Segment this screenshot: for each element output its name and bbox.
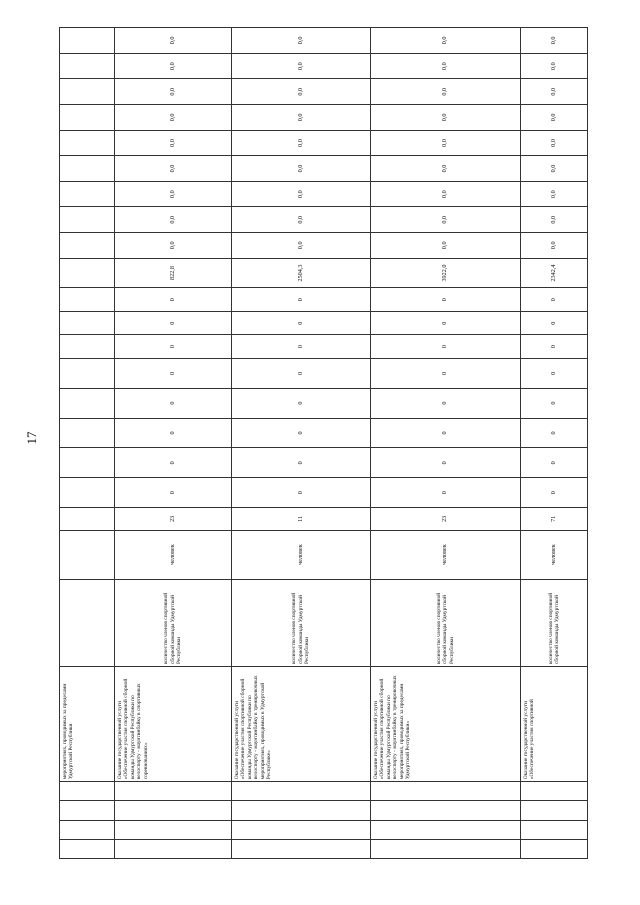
empty-cell	[60, 478, 115, 508]
table-wrapper	[59, 27, 587, 859]
row-description: Оказание государственной услуги «Обеспечение участия спортивной	[521, 667, 588, 782]
row-unit: человек	[232, 530, 371, 579]
row-finance-value: 0,0	[115, 28, 232, 54]
row-description: Оказание государственной услуги «Обеспечение участия спортивной сборной команды Удмуртской Республики по велоспорту - маунтинбайку в спортивных соревнованиях»	[115, 667, 232, 782]
row-count: 71	[521, 508, 588, 530]
row-zero-value: 0	[521, 478, 588, 508]
row-finance-value: 0,0	[115, 105, 232, 131]
empty-cell	[371, 782, 521, 801]
row-zero-value: 0	[232, 335, 371, 358]
row-zero-value: 0	[232, 478, 371, 508]
row-finance-value: 0,0	[115, 207, 232, 233]
row-finance-value: 0,0	[232, 130, 371, 156]
row-finance-value: 0,0	[115, 53, 232, 79]
row-zero-value: 0	[371, 358, 521, 388]
row-indicator: количество членов спортивной сборной команды Удмуртской Республики	[232, 579, 371, 666]
empty-cell	[115, 839, 232, 858]
row-indicator: количество членов спортивной сборной команды Удмуртской Республики	[115, 579, 232, 666]
row-zero-value: 0	[115, 388, 232, 418]
row-indicator: количество членов спортивной сборной команды Удмуртской	[521, 579, 588, 666]
row-zero-value: 0	[371, 478, 521, 508]
empty-cell	[60, 181, 115, 207]
row-zero-value: 0	[115, 478, 232, 508]
row-zero-value: 0	[371, 311, 521, 334]
empty-cell	[115, 782, 232, 801]
empty-cell	[371, 801, 521, 820]
row-zero-value: 0	[115, 335, 232, 358]
empty-cell	[60, 530, 115, 579]
empty-cell	[60, 130, 115, 156]
data-table	[59, 27, 588, 859]
page-number: 17	[24, 431, 39, 445]
empty-cell	[60, 335, 115, 358]
row-zero-value: 0	[232, 288, 371, 311]
row-zero-value: 0	[521, 311, 588, 334]
empty-cell	[60, 79, 115, 105]
row-finance-value: 0,0	[371, 28, 521, 54]
empty-cell	[232, 839, 371, 858]
row-finance-value: 0,0	[371, 207, 521, 233]
row-zero-value: 0	[371, 288, 521, 311]
row-zero-value: 0	[115, 418, 232, 448]
row-top-description: мероприятиях, проводимых за пределами Удмуртской Республики	[60, 667, 115, 782]
empty-cell	[60, 448, 115, 478]
row-zero-value: 0	[371, 388, 521, 418]
row-finance-value: 0,0	[371, 79, 521, 105]
empty-cell	[115, 801, 232, 820]
row-finance-value: 0,0	[115, 130, 232, 156]
table-row	[371, 28, 521, 859]
row-finance-value: 0,0	[521, 130, 588, 156]
row-finance-value: 0,0	[521, 105, 588, 131]
empty-cell	[60, 258, 115, 288]
empty-cell	[115, 820, 232, 839]
row-zero-value: 0	[232, 311, 371, 334]
empty-cell	[60, 288, 115, 311]
row-zero-value: 0	[521, 448, 588, 478]
empty-cell	[232, 801, 371, 820]
empty-cell	[60, 579, 115, 666]
row-finance-value: 0,0	[232, 181, 371, 207]
empty-cell	[60, 388, 115, 418]
row-finance-value: 0,0	[521, 181, 588, 207]
empty-cell	[60, 839, 115, 858]
table-row-top	[60, 28, 115, 859]
row-finance-value: 0,0	[115, 233, 232, 259]
empty-cell	[60, 156, 115, 182]
row-description: Оказание государственной услуги «Обеспечение участия спортивной сборной команды Удмуртской Республики по велоспорту - маунтинбайку в тренировочных мероприятиях, проводимых в Удмуртской Республике»	[232, 667, 371, 782]
row-finance-value: 0,0	[232, 53, 371, 79]
row-zero-value: 0	[521, 358, 588, 388]
row-finance-value: 0,0	[115, 181, 232, 207]
empty-cell	[60, 820, 115, 839]
row-zero-value: 0	[521, 288, 588, 311]
empty-cell	[60, 53, 115, 79]
row-count: 23	[371, 508, 521, 530]
row-unit: человек	[521, 530, 588, 579]
empty-cell	[60, 782, 115, 801]
row-amount: 2504,3	[232, 258, 371, 288]
row-finance-value: 0,0	[371, 233, 521, 259]
empty-cell	[60, 418, 115, 448]
row-finance-value: 0,0	[232, 28, 371, 54]
row-zero-value: 0	[232, 448, 371, 478]
row-amount: 822,8	[115, 258, 232, 288]
empty-cell	[60, 207, 115, 233]
empty-cell	[60, 28, 115, 54]
table-row	[232, 28, 371, 859]
empty-cell	[521, 820, 588, 839]
empty-cell	[60, 233, 115, 259]
row-finance-value: 0,0	[521, 53, 588, 79]
row-finance-value: 0,0	[521, 233, 588, 259]
row-finance-value: 0,0	[115, 79, 232, 105]
row-finance-value: 0,0	[521, 156, 588, 182]
row-zero-value: 0	[115, 358, 232, 388]
empty-cell	[521, 801, 588, 820]
row-description: Оказание государственной услуги «Обеспечение участия спортивной сборной команды Удмуртской Республики по велоспорту - маунтинбайку в тренировочных мероприятиях, проводимых за пределами Удмуртской Республики»	[371, 667, 521, 782]
row-zero-value: 0	[232, 418, 371, 448]
empty-cell	[521, 839, 588, 858]
row-amount: 3922,0	[371, 258, 521, 288]
empty-cell	[60, 801, 115, 820]
row-finance-value: 0,0	[232, 105, 371, 131]
empty-cell	[232, 782, 371, 801]
row-unit: человек	[115, 530, 232, 579]
row-finance-value: 0,0	[232, 233, 371, 259]
empty-cell	[371, 839, 521, 858]
row-finance-value: 0,0	[371, 130, 521, 156]
row-count: 11	[232, 508, 371, 530]
row-zero-value: 0	[521, 335, 588, 358]
row-finance-value: 0,0	[521, 79, 588, 105]
empty-cell	[60, 311, 115, 334]
row-finance-value: 0,0	[232, 79, 371, 105]
row-finance-value: 0,0	[521, 28, 588, 54]
empty-cell	[232, 820, 371, 839]
row-zero-value: 0	[521, 418, 588, 448]
row-amount: 2342,4	[521, 258, 588, 288]
row-finance-value: 0,0	[115, 156, 232, 182]
row-zero-value: 0	[232, 388, 371, 418]
row-zero-value: 0	[371, 448, 521, 478]
empty-cell	[60, 508, 115, 530]
row-finance-value: 0,0	[232, 207, 371, 233]
row-finance-value: 0,0	[521, 207, 588, 233]
empty-cell	[371, 820, 521, 839]
row-unit: человек	[371, 530, 521, 579]
row-finance-value: 0,0	[371, 181, 521, 207]
row-count: 23	[115, 508, 232, 530]
row-zero-value: 0	[115, 311, 232, 334]
row-zero-value: 0	[521, 388, 588, 418]
row-zero-value: 0	[371, 418, 521, 448]
row-finance-value: 0,0	[371, 105, 521, 131]
row-finance-value: 0,0	[371, 53, 521, 79]
table-row	[521, 28, 588, 859]
row-zero-value: 0	[115, 448, 232, 478]
row-zero-value: 0	[371, 335, 521, 358]
row-indicator: количество членов спортивной сборной команды Удмуртской Республики	[371, 579, 521, 666]
table-row	[115, 28, 232, 859]
row-zero-value: 0	[232, 358, 371, 388]
empty-cell	[60, 358, 115, 388]
row-zero-value: 0	[115, 288, 232, 311]
empty-cell	[521, 782, 588, 801]
empty-cell	[60, 105, 115, 131]
row-finance-value: 0,0	[232, 156, 371, 182]
row-finance-value: 0,0	[371, 156, 521, 182]
